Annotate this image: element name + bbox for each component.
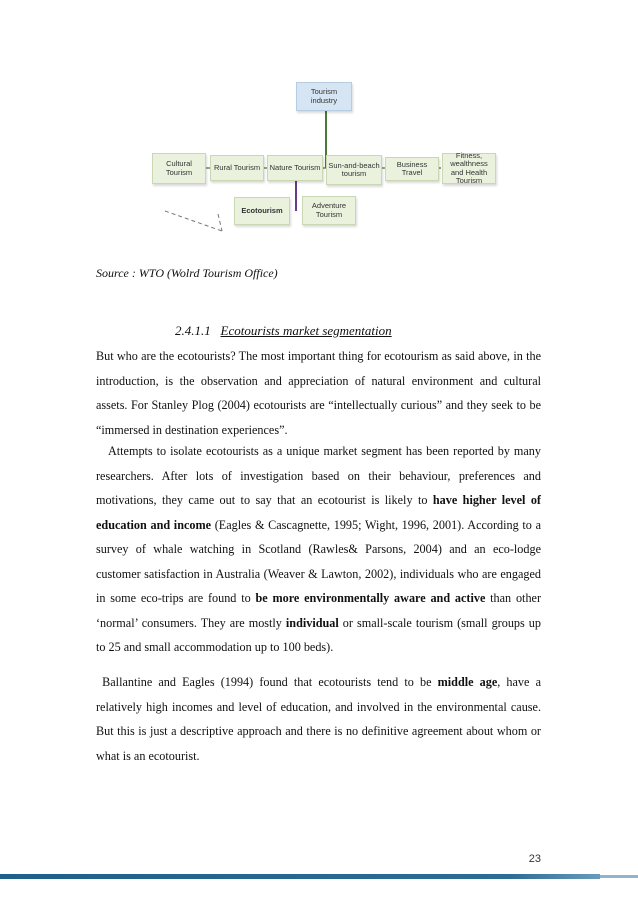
node-sun-and-beach: Sun-and-beach tourism (326, 155, 382, 185)
footer-rule (0, 872, 638, 882)
figure-source: Source : WTO (Wolrd Tourism Office) (96, 266, 278, 280)
paragraph-3: Ballantine and Eagles (1994) found that ecotourists tend to be middle age, have a relatively high incomes and level of education, and involved in the environmental cause. But this is just a descriptive approach and there is no definitive agreement about whom or what is an ecotourist. (96, 675, 541, 763)
page-number: 23 (528, 853, 541, 865)
node-tourism-industry: Tourism industry (296, 82, 352, 111)
node-business-travel: Business Travel (385, 157, 439, 181)
dashed-connector-2 (218, 214, 222, 231)
paragraph-1: But who are the ecotourists? The most important thing for ecotourism as said above, in the introduction, is the observation and appreciation of natural environment and cultural assets. For Stanley Plog (2004) ecotourists are “intellectually curious” and they seek to be “immersed in destination experiences”. (96, 349, 541, 437)
node-adventure-tourism: Adventure Tourism (302, 196, 356, 225)
node-nature-tourism: Nature Tourism (267, 155, 323, 181)
node-cultural-tourism: Cultural Tourism (152, 153, 206, 184)
node-ecotourism: Ecotourism (234, 197, 290, 225)
node-rural-tourism: Rural Tourism (210, 155, 264, 181)
paragraph-2: Attempts to isolate ecotourists as a unique market segment has been reported by many researchers. After lots of investigation based on their behaviour, preferences and motivations, they came out to say that an ecotourist is likely to have higher level of education and income (Eagles & Cascagnette, 1995; Wight, 1996, 2001). According to a survey of whale watching in Scotland (Rawles& Parsons, 2004) and an eco-lodge customer satisfaction in Australia (Weaver & Lawton, 2002), individuals who are engaged in some eco-trips are found to be more environmentally aware and active than other ‘normal’ consumers. They are mostly individual or small-scale tourism (small groups up to 25 and small accommodation up to 100 beds). (96, 444, 542, 654)
section-title: Ecotourists market segmentation (220, 323, 392, 338)
dashed-connector (165, 211, 222, 231)
section-number: 2.4.1.1 (175, 323, 211, 338)
tourism-hierarchy-diagram (0, 0, 638, 250)
node-fitness-health: Fitness, wealthness and Health Tourism (442, 153, 496, 184)
section-heading (175, 323, 392, 339)
